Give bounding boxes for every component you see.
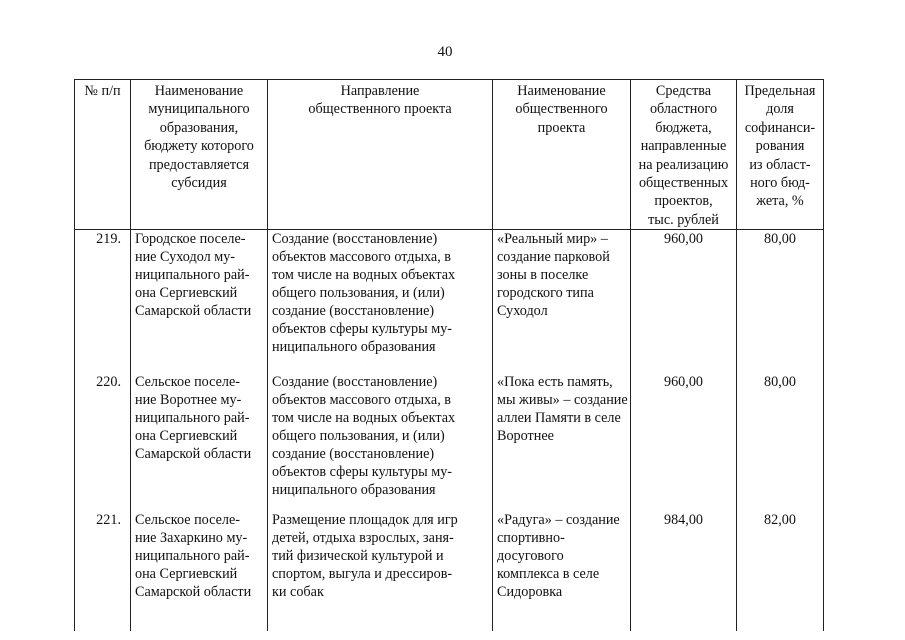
- header-line: проекта: [537, 119, 586, 136]
- share-cell: 80,00: [737, 373, 824, 511]
- header-funds: [631, 80, 737, 230]
- header-line: общественного: [515, 101, 608, 118]
- header-line: бюджета,: [655, 119, 712, 136]
- cell-line: объектов массового отдыха, в: [272, 392, 451, 409]
- cell-line: создание (восстановление): [272, 303, 435, 320]
- cell-line: она Сергиевский: [135, 428, 238, 445]
- cell-line: городского типа: [497, 285, 594, 302]
- cell-line: досугового: [497, 548, 564, 565]
- direction-cell: [268, 373, 493, 511]
- cell-line: Самарской области: [135, 584, 252, 601]
- header-line: областного: [649, 101, 718, 118]
- cell-line: Суходол: [497, 303, 548, 320]
- table-header-row: [75, 80, 824, 230]
- cell-line: Самарской области: [135, 446, 252, 463]
- cell-line: она Сергиевский: [135, 285, 238, 302]
- header-line: софинанси-: [744, 119, 816, 136]
- cell-line: Сидоровка: [497, 584, 563, 601]
- project-name-cell: [493, 230, 631, 374]
- cell-line: «Радуга» – создание: [497, 512, 620, 529]
- header-line: предоставляется: [148, 156, 250, 173]
- cell-line: ние Воротнее му-: [135, 392, 242, 409]
- cell-line: ниципального рай-: [135, 410, 250, 427]
- cell-line: ниципального рай-: [135, 548, 250, 565]
- cell-line: ки собак: [272, 584, 324, 601]
- cell-line: объектов сферы культуры му-: [272, 464, 453, 481]
- header-line: Направление: [340, 83, 420, 99]
- municipality-cell: [131, 511, 268, 631]
- cell-line: тий физической культурой и: [272, 548, 444, 565]
- cell-line: создание (восстановление): [272, 446, 435, 463]
- cell-line: зоны в поселке: [497, 267, 589, 284]
- subsidy-table: [74, 79, 824, 631]
- cell-line: ниципального образования: [272, 339, 436, 356]
- cell-line: детей, отдыха взрослых, заня-: [272, 530, 454, 547]
- municipality-cell: [131, 230, 268, 374]
- header-line: образования,: [159, 119, 239, 136]
- funds-cell: 960,00: [631, 230, 737, 374]
- cell-line: Сельское поселе-: [135, 512, 240, 529]
- header-line: проектов,: [654, 193, 713, 210]
- header-line: рования: [755, 138, 805, 155]
- cell-line: Самарской области: [135, 303, 252, 320]
- project-name-cell: [493, 373, 631, 511]
- header-line: из област-: [749, 156, 811, 173]
- cell-line: мы живы» – создание: [497, 392, 628, 409]
- cell-line: том числе на водных объектах: [272, 267, 456, 284]
- cell-line: спортом, выгула и дрессиров-: [272, 566, 453, 583]
- cell-line: спортивно-: [497, 530, 565, 547]
- cell-line: аллеи Памяти в селе: [497, 410, 621, 427]
- funds-cell: 984,00: [631, 511, 737, 631]
- header-direction: [268, 80, 493, 230]
- cell-line: Городское поселе-: [135, 231, 246, 248]
- header-line: Наименование: [517, 83, 606, 99]
- cell-line: ниципального образования: [272, 482, 436, 499]
- project-name-cell: [493, 511, 631, 631]
- direction-cell: [268, 230, 493, 374]
- header-municipality: [131, 80, 268, 230]
- row-number: 220.: [75, 373, 131, 511]
- cell-line: ние Захаркино му-: [135, 530, 248, 547]
- cell-line: ние Суходол му-: [135, 249, 236, 266]
- table-row: [75, 373, 824, 511]
- cell-line: комплекса в селе: [497, 566, 600, 583]
- header-line: № п/п: [84, 83, 121, 99]
- header-project-name: [493, 80, 631, 230]
- header-number: [75, 80, 131, 230]
- header-line: на реализацию: [638, 156, 729, 173]
- cell-line: Воротнее: [497, 428, 554, 445]
- table-row: [75, 230, 824, 374]
- header-line: жета, %: [756, 193, 804, 210]
- cell-line: Сельское поселе-: [135, 374, 240, 391]
- cell-line: «Пока есть память,: [497, 374, 613, 391]
- cell-line: объектов сферы культуры му-: [272, 321, 453, 338]
- header-line: тыс. рублей: [648, 211, 719, 228]
- share-cell: 80,00: [737, 230, 824, 374]
- cell-line: она Сергиевский: [135, 566, 238, 583]
- cell-line: ниципального рай-: [135, 267, 250, 284]
- cell-line: общего пользования, и (или): [272, 285, 445, 302]
- cell-line: Размещение площадок для игр: [272, 512, 458, 529]
- direction-cell: [268, 511, 493, 631]
- cell-line: «Реальный мир» –: [497, 231, 608, 248]
- cell-line: объектов массового отдыха, в: [272, 249, 451, 266]
- header-line: муниципального: [148, 101, 250, 118]
- header-cofinancing-share: [737, 80, 824, 230]
- row-number: 221.: [75, 511, 131, 631]
- header-line: Наименование: [154, 83, 244, 99]
- cell-line: общего пользования, и (или): [272, 428, 445, 445]
- table-row: [75, 511, 824, 631]
- row-number: 219.: [75, 230, 131, 374]
- header-line: направленные: [640, 138, 727, 155]
- header-line: Предельная: [744, 83, 816, 99]
- header-line: Средства: [655, 83, 712, 99]
- page-number: 40: [437, 44, 453, 60]
- header-line: бюджету которого: [144, 138, 254, 155]
- cell-line: том числе на водных объектах: [272, 410, 456, 427]
- cell-line: Создание (восстановление): [272, 231, 438, 248]
- header-line: общественного проекта: [308, 101, 452, 118]
- share-cell: 82,00: [737, 511, 824, 631]
- header-line: субсидия: [171, 175, 227, 192]
- header-line: доля: [766, 101, 794, 118]
- cell-line: создание парковой: [497, 249, 610, 266]
- header-line: общественных: [638, 175, 729, 192]
- header-line: ного бюд-: [750, 175, 810, 192]
- funds-cell: 960,00: [631, 373, 737, 511]
- municipality-cell: [131, 373, 268, 511]
- cell-line: Создание (восстановление): [272, 374, 438, 391]
